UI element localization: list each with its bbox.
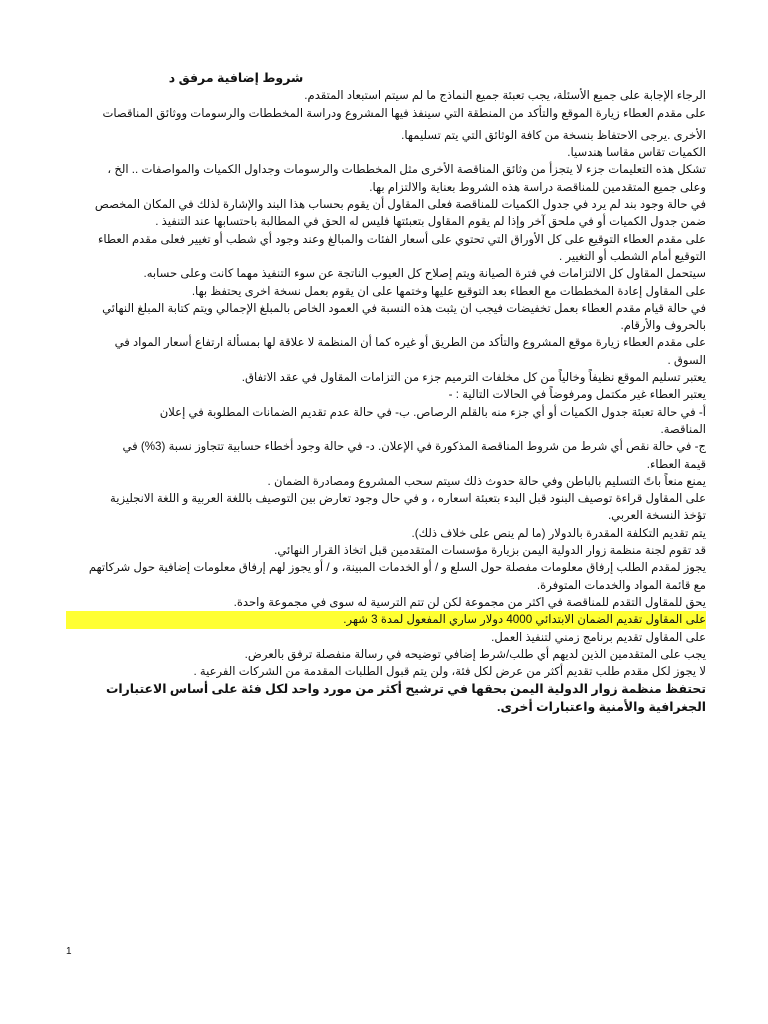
condition-line: في حالة قيام مقدم العطاء بعمل تخفيضات فيجب ان يثبت هذه النسبة في العمود الخاص بالمبلغ الإجمالي ويتم كتابة المبلغ النهائي xyxy=(102,301,706,315)
page-number: 1 xyxy=(66,946,72,957)
condition-line: على مقدم العطاء زيارة الموقع والتأكد من المنطقة التي سينفذ فيها المشروع ودراسة المخططات والرسومات ووثائق المناقصات xyxy=(102,106,706,120)
conditions-list xyxy=(66,87,706,680)
condition-line: الأخرى .يرجى الاحتفاظ بنسخة من كافة الوثائق التي يتم تسليمها. xyxy=(401,128,706,142)
condition-line: بالحروف والأرقام. xyxy=(620,319,706,333)
condition-line: على المقاول إعادة المخططات مع العطاء بعد التوقيع عليها وختمها على ان يقوم بعمل نسخة اخرى يحتفظ بها. xyxy=(191,284,706,298)
condition-line: قيمة العطاء. xyxy=(646,457,706,471)
condition-line: مع قائمة المواد والخدمات المتوفرة. xyxy=(536,578,706,592)
condition-line: الرجاء الإجابة على جميع الأسئلة، يجب تعبئة جميع النماذج ما لم سيتم استبعاد المتقدم. xyxy=(304,89,706,103)
condition-line: على المقاول تقديم برنامج زمني لتنفيذ العمل. xyxy=(491,630,706,644)
final-note: تحتفظ منظمة زوار الدولية اليمن بحقها في ترشيح أكثر من مورد واحد لكل فئة على أساس الاعتبارات الجغرافية والأمنية واعتبارات أخرى. xyxy=(105,682,706,714)
condition-line: الكميات تقاس مقاسا هندسيا. xyxy=(567,146,706,160)
condition-line: التوقيع أمام الشطب أو التغيير . xyxy=(559,249,706,263)
condition-line: سيتحمل المقاول كل الالتزامات في فترة الصيانة ويتم إصلاح كل العيوب الناتجة عن سوء التنفيذ مهما كانت وعلى حسابه. xyxy=(143,267,706,281)
condition-line: السوق . xyxy=(667,353,706,367)
condition-line: على المقاول تقديم الضمان الابتدائي 4000 دولار ساري المفعول لمدة 3 شهر. xyxy=(66,611,706,628)
condition-line: على مقدم العطاء التوقيع على كل الأوراق التي تحتوي على أسعار الفئات والمبالغ وعند وجود أي شطب أو تغيير فعلى مقدم العطاء xyxy=(97,232,706,246)
condition-line: يتم تقديم التكلفة المقدرة بالدولار (ما لم ينص على خلاف ذلك). xyxy=(411,526,706,540)
condition-line: يعتبر تسليم الموقع نظيفاً وخالياً من كل مخلفات الترميم جزء من التزامات المقاول في عقد الاتفاق. xyxy=(241,371,706,385)
condition-line: لا يجوز لكل مقدم طلب تقديم أكثر من عرض لكل فئة، ولن يتم قبول الطلبات المقدمة من الشركات الفرعية . xyxy=(193,665,706,679)
document-body xyxy=(66,70,706,716)
condition-line: على المقاول قراءة توصيف البنود قبل البدء بتعبئة اسعاره ، و في حال وجود تعارض بين التوصيف باللغة العربية و اللغة الانجليزية xyxy=(110,492,706,506)
condition-line: على مقدم العطاء زيارة موقع المشروع والتأكد من الطريق أو غيره كما أن المنظمة لا علاقة لها بمسألة ارتفاع أسعار المواد في xyxy=(114,336,706,350)
condition-line: أ- في حالة تعبئة جدول الكميات أو أي جزء منه بالقلم الرصاص. ب- في حالة عدم تقديم الضمانات المطلوبة في إعلان xyxy=(159,405,706,419)
condition-line: يجب على المتقدمين الذين لديهم أي طلب/شرط إضافي توضيحه في رسالة منفصلة ترفق بالعرض. xyxy=(244,647,706,661)
condition-line: يعتبر العطاء غير مكتمل ومرفوضاً في الحالات التالية : - xyxy=(448,388,706,402)
condition-line: قد تقوم لجنة منظمة زوار الدولية اليمن بزيارة مؤسسات المتقدمين قبل اتخاذ القرار النهائي. xyxy=(274,544,706,558)
condition-line: يمنع منعاً باتً التسليم بالباطن وفي حالة حدوث ذلك سيتم سحب المشروع ومصادرة الضمان . xyxy=(267,474,706,488)
condition-line: يحق للمقاول التقدم للمناقصة في اكثر من مجموعة لكن لن تتم الترسية له سوى في مجموعة واحدة. xyxy=(233,595,706,609)
condition-line: في حالة وجود بند لم يرد في جدول الكميات للمناقصة فعلى المقاول أن يقوم بحساب هذا البند والإشارة لذلك في المكان المخصص xyxy=(94,198,706,212)
condition-line: ضمن جدول الكميات أو في ملحق آخر وإذا لم يقوم المقاول بتعبئتها فليس له الحق في المطالبة باحتسابها عند التنفيذ . xyxy=(155,215,706,229)
condition-line: ج- في حالة نقص أي شرط من شروط المناقصة المذكورة في الإعلان. د- في حالة وجود أخطاء حسابية تتجاوز نسبة (3%) في xyxy=(122,440,706,454)
condition-line: تؤخذ النسخة العربي. xyxy=(607,509,706,523)
condition-line: المناقصة. xyxy=(660,422,706,436)
condition-line: يجوز لمقدم الطلب إرفاق معلومات مفصلة حول السلع و / أو الخدمات المبينة، و / أو يجوز لهم إرفاق معلومات إضافية حول شركاتهم xyxy=(88,561,706,575)
condition-line: تشكل هذه التعليمات جزء لا يتجزأ من وثائق المناقصة الأخرى مثل المخططات والرسومات وجداول الكميات والمواصفات .. الخ ، xyxy=(107,163,706,177)
document-title: شروط إضافية مرفق د xyxy=(168,71,304,85)
condition-line: وعلى جميع المتقدمين للمناقصة دراسة هذه الشروط بعناية والالتزام بها. xyxy=(369,180,706,194)
